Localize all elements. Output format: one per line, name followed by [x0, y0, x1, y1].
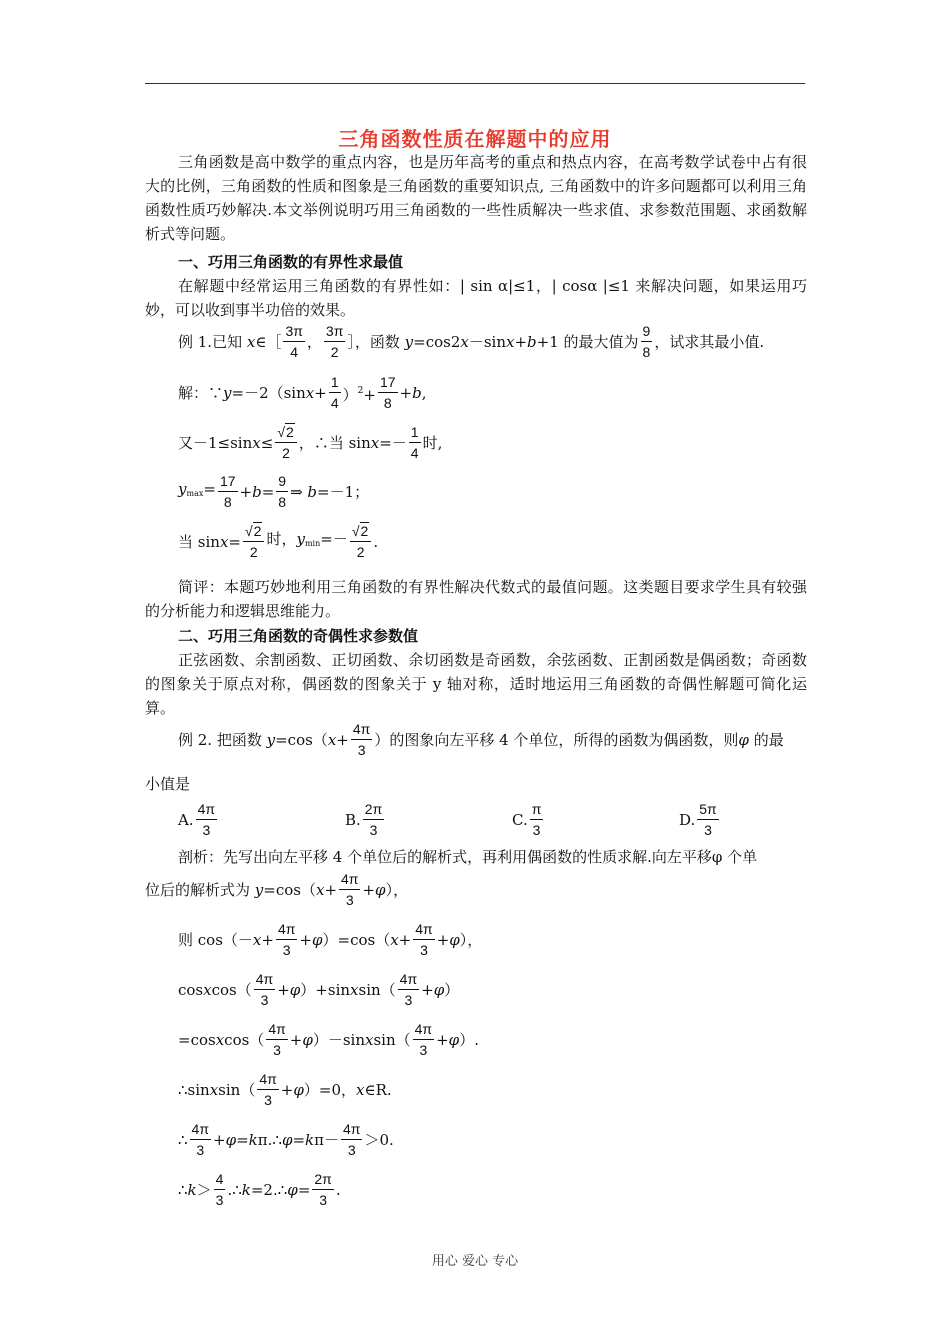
derivation-line-2: cosxcos（ $\frac{4\pi}{3}$ +φ）+sinxsin（ $\frac{4\pi}{3}$ +φ）: [178, 971, 460, 1008]
section-1-comment: 简评：本题巧妙地利用三角函数的有界性解决代数式的最值问题。这类题目要求学生具有较强的分析能力和逻辑思维能力。: [145, 578, 807, 620]
derivation-line-1: 则 cos（－x+ $\frac{4\pi}{3}$ +φ）=cos（x+ $\frac{4\pi}{3}$ +φ），: [178, 921, 483, 958]
document-title: 三角函数性质在解题中的应用: [338, 127, 612, 151]
analysis-line-2: 位后的解析式为 y=cos（x+ $\frac{4\pi}{3}$ +φ），: [145, 871, 409, 908]
derivation-line-3: =cosxcos（ $\frac{4\pi}{3}$ +φ）－sinxsin（ $\frac{4\pi}{3}$ +φ）.: [178, 1021, 479, 1058]
solution-line-1: 解：∵y=－2（sinx+ $\frac{1}{4}$ ）$^2$+ $\frac{17}{8}$ +b,: [178, 374, 427, 411]
solution-line-3: $y_{max}=$ $\frac{17}{8}$ +b= $\frac{9}{8}$ ⇒ b=－1；: [178, 473, 370, 510]
derivation-line-4: ∴sinxsin（ $\frac{4\pi}{3}$ +φ）=0，x∈R.: [178, 1071, 392, 1108]
example-2-continued: 小值是: [145, 775, 191, 793]
section-1-text: 在解题中经常运用三角函数的有界性如：| sin α|≤1，| cosα |≤1 来解决问题，如果运用巧妙，可以收到事半功倍的效果。: [145, 277, 807, 319]
solution-line-4: 当 sinx= $\frac{√2}{2}$ 时，$y_{min}=-$ $\frac{√2}{2}$ .: [178, 523, 379, 560]
example-1-statement: 例 1.已知 x∈［ $\frac{3\pi}{4}$ ， $\frac{3\pi}{2}$ ］，函数 y=cos2x－sinx+b+1 的最大值为 $\frac{9}{8}$ ，试求其最小值.: [178, 323, 765, 360]
section-2-heading: 二、巧用三角函数的奇偶性求参数值: [178, 627, 419, 645]
analysis-paragraph: 剖析：先写出向左平移 4 个单位后的解析式，再利用偶函数的性质求解.向左平移φ 个单: [178, 848, 758, 866]
derivation-line-5: ∴ $\frac{4\pi}{3}$ +φ=kπ.∴φ=kπ－ $\frac{4\pi}{3}$ ＞0.: [178, 1121, 394, 1158]
section-2-text: 正弦函数、余割函数、正切函数、余切函数是奇函数，余弦函数、正割函数是偶函数；奇函数的图象关于原点对称，偶函数的图象关于 y 轴对称，适时地运用三角函数的奇偶性解题可简化运算。: [145, 651, 807, 717]
intro-paragraph: 三角函数是高中数学的重点内容，也是历年高考的重点和热点内容，在高考数学试卷中占有很大的比例，三角函数的性质和图象是三角函数的重要知识点, 三角函数中的许多问题都可以利用三角函数性质巧妙解决.本文举例说明巧用三角函数的一些性质解决一些求值、求参数范围题、求函数解析式等问题。: [145, 153, 807, 243]
section-1-heading: 一、巧用三角函数的有界性求最值: [178, 253, 404, 271]
option-b: B. $\frac{2\pi}{3}$: [345, 801, 383, 838]
page-footer: 用心 爱心 专心: [431, 1254, 519, 1269]
derivation-line-6: ∴k＞ $\frac{4}{3}$ .∴k=2.∴φ= $\frac{2\pi}{3}$ .: [178, 1171, 341, 1208]
example-2-statement: 例 2. 把函数 y=cos（x+ $\frac{4\pi}{3}$ ）的图象向左平移 4 个单位，所得的函数为偶函数，则φ 的最: [178, 721, 784, 758]
solution-line-2: 又－1≤sinx≤ $\frac{√2}{2}$ ，∴当 sinx=－ $\frac{1}{4}$ 时,: [178, 424, 443, 461]
option-a: A. $\frac{4\pi}{3}$: [178, 801, 216, 838]
header-rule: [145, 83, 805, 84]
option-c: C. $\frac{\pi}{3}$: [512, 801, 542, 838]
option-d: D. $\frac{5\pi}{3}$: [679, 801, 717, 838]
